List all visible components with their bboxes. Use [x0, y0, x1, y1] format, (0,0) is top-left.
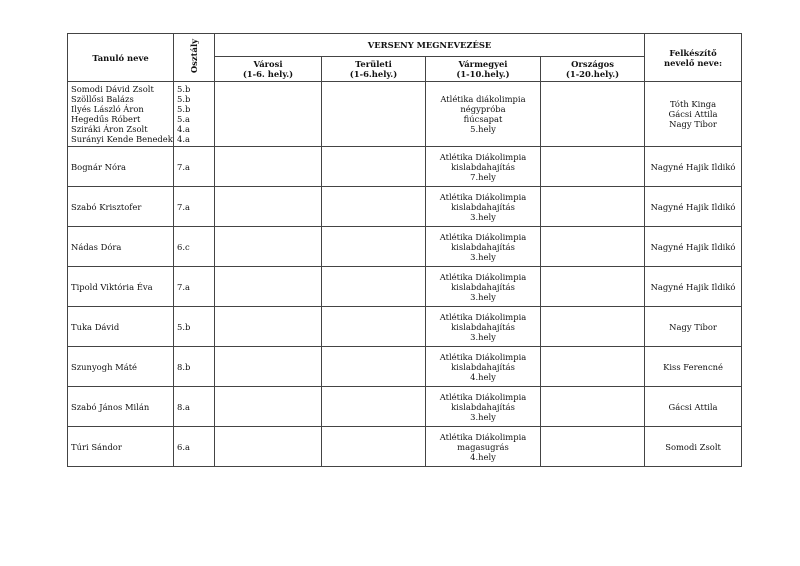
result-line: Atlétika Diákolimpia: [439, 151, 527, 162]
level-title: Országos: [571, 59, 614, 69]
teacher-name: Tóth Kinga: [670, 99, 717, 109]
result-line: fiúcsapat: [463, 114, 503, 124]
result-line: 5.hely: [470, 124, 496, 134]
result-line: Atlétika Diákolimpia: [439, 191, 527, 202]
student-name: Szunyogh Máté: [68, 347, 174, 387]
teacher-name: Kiss Ferencné: [645, 347, 742, 387]
teacher-header-line: nevelő neve:: [664, 57, 723, 68]
student-class: 5.b: [177, 84, 191, 94]
table-body: [68, 82, 742, 467]
national-result-cell: [541, 427, 645, 467]
teacher-header-line: Felkészítő: [669, 47, 717, 58]
table-header: [68, 34, 742, 82]
student-name: Nádas Dóra: [68, 227, 174, 267]
team-teachers: [645, 82, 742, 147]
result-line: 3.hely: [470, 411, 496, 422]
national-result-cell: [541, 187, 645, 227]
regional-result-cell: [322, 147, 426, 187]
teacher-name: Nagy Tibor: [645, 307, 742, 347]
student-class: 7.a: [174, 147, 215, 187]
teacher-name: Nagyné Hajik Ildikó: [645, 187, 742, 227]
level-range: (1-6.hely.): [349, 69, 398, 79]
result-line: kislabdahajítás: [451, 241, 515, 252]
result-line: Atlétika Diákolimpia: [439, 351, 527, 362]
class-header-label: Osztály: [189, 39, 199, 74]
city-result-cell: [215, 387, 322, 427]
city-result-cell: [215, 427, 322, 467]
national-result-cell: [541, 267, 645, 307]
table-row: [68, 267, 742, 307]
teacher-name: Somodi Zsolt: [645, 427, 742, 467]
student-name: Surányi Kende Benedek: [71, 134, 173, 144]
result-line: 4.hely: [470, 371, 496, 382]
result-line: kislabdahajítás: [451, 361, 515, 372]
regional-result-cell: [322, 267, 426, 307]
county-result-cell: [426, 427, 541, 467]
result-line: 3.hely: [470, 331, 496, 342]
student-name: Ilyés László Áron: [71, 104, 144, 114]
teacher-header: [645, 34, 742, 82]
competition-header: VERSENY MEGNEVEZÉSE: [215, 34, 645, 57]
city-result-cell: [215, 147, 322, 187]
student-name-header: Tanuló neve: [68, 34, 174, 82]
student-class: 4.a: [177, 124, 190, 134]
student-class: 4.a: [177, 134, 190, 144]
student-name: Sziráki Áron Zsolt: [71, 124, 148, 134]
level-header-county: [426, 57, 541, 82]
student-class: 5.b: [174, 307, 215, 347]
teacher-name: Gácsi Attila: [645, 387, 742, 427]
result-line: Atlétika Diákolimpia: [439, 231, 527, 242]
team-student-names: [68, 82, 174, 147]
results-table: [67, 33, 742, 467]
table-row: [68, 347, 742, 387]
city-result-cell: [215, 267, 322, 307]
class-header: [174, 34, 215, 82]
teacher-name: Gácsi Attila: [668, 109, 718, 119]
level-header-regional: [322, 57, 426, 82]
regional-result-cell: [322, 82, 426, 147]
city-result-cell: [215, 347, 322, 387]
result-line: Atlétika diákolimpia: [440, 94, 526, 104]
result-line: Atlétika Diákolimpia: [439, 391, 527, 402]
county-result-cell: [426, 307, 541, 347]
level-header-city: [215, 57, 322, 82]
table-row: [68, 387, 742, 427]
level-title: Vármegyei: [458, 59, 508, 69]
city-result-cell: [215, 187, 322, 227]
county-result-cell: [426, 227, 541, 267]
city-result-cell: [215, 227, 322, 267]
county-result-cell: [426, 267, 541, 307]
student-class: 6.a: [174, 427, 215, 467]
county-result-cell: [426, 147, 541, 187]
student-name: Túri Sándor: [68, 427, 174, 467]
result-line: magasugrás: [457, 441, 509, 452]
level-title: Városi: [253, 59, 283, 69]
result-line: 7.hely: [470, 171, 496, 182]
student-name: Somodi Dávid Zsolt: [71, 84, 154, 94]
student-name: Szabó Krisztofer: [68, 187, 174, 227]
student-class: 8.a: [174, 387, 215, 427]
student-class: 5.a: [177, 114, 190, 124]
student-class: 5.b: [177, 94, 191, 104]
result-line: Atlétika Diákolimpia: [439, 311, 527, 322]
result-line: Atlétika Diákolimpia: [439, 271, 527, 282]
level-range: (1-10.hely.): [456, 69, 510, 79]
county-result-cell: [426, 387, 541, 427]
national-result-cell: [541, 227, 645, 267]
teacher-name: Nagy Tibor: [669, 119, 717, 129]
national-result-cell: [541, 387, 645, 427]
city-result-cell: [215, 307, 322, 347]
table-row: [68, 147, 742, 187]
student-class: 6.c: [174, 227, 215, 267]
student-name: Bognár Nóra: [68, 147, 174, 187]
regional-result-cell: [322, 347, 426, 387]
regional-result-cell: [322, 427, 426, 467]
table-row: [68, 187, 742, 227]
level-header-national: [541, 57, 645, 82]
result-line: 3.hely: [470, 291, 496, 302]
result-line: kislabdahajítás: [451, 401, 515, 412]
team-student-classes: [174, 82, 215, 147]
student-name: Szöllősi Balázs: [71, 94, 134, 104]
teacher-name: Nagyné Hajik Ildikó: [645, 227, 742, 267]
result-line: kislabdahajítás: [451, 321, 515, 332]
table-row: [68, 227, 742, 267]
teacher-name: Nagyné Hajik Ildikó: [645, 147, 742, 187]
level-range: (1-6. hely.): [242, 69, 294, 79]
regional-result-cell: [322, 307, 426, 347]
level-title: Területi: [355, 59, 392, 69]
student-class: 7.a: [174, 267, 215, 307]
table-row: [68, 427, 742, 467]
national-result-cell: [541, 307, 645, 347]
table-row: [68, 307, 742, 347]
student-class: 7.a: [174, 187, 215, 227]
result-line: kislabdahajítás: [451, 201, 515, 212]
national-result-cell: [541, 347, 645, 387]
regional-result-cell: [322, 387, 426, 427]
result-line: 3.hely: [470, 251, 496, 262]
county-result-cell: [426, 187, 541, 227]
result-line: Atlétika Diákolimpia: [439, 431, 527, 442]
student-class: 8.b: [174, 347, 215, 387]
regional-result-cell: [322, 187, 426, 227]
student-name: Szabó János Milán: [68, 387, 174, 427]
student-name: Hegedűs Róbert: [71, 114, 141, 124]
result-line: kislabdahajítás: [451, 281, 515, 292]
student-class: 5.b: [177, 104, 191, 114]
student-name: Tuka Dávid: [68, 307, 174, 347]
result-line: négypróba: [460, 104, 506, 114]
teacher-name: Nagyné Hajik Ildikó: [645, 267, 742, 307]
student-name: Tipold Viktória Éva: [68, 267, 174, 307]
result-line: 3.hely: [470, 211, 496, 222]
result-line: 4.hely: [470, 451, 496, 462]
county-result-cell: [426, 82, 541, 147]
table-row-team: [68, 82, 742, 147]
national-result-cell: [541, 82, 645, 147]
level-range: (1-20.hely.): [565, 69, 620, 79]
national-result-cell: [541, 147, 645, 187]
city-result-cell: [215, 82, 322, 147]
regional-result-cell: [322, 227, 426, 267]
county-result-cell: [426, 347, 541, 387]
result-line: kislabdahajítás: [451, 161, 515, 172]
